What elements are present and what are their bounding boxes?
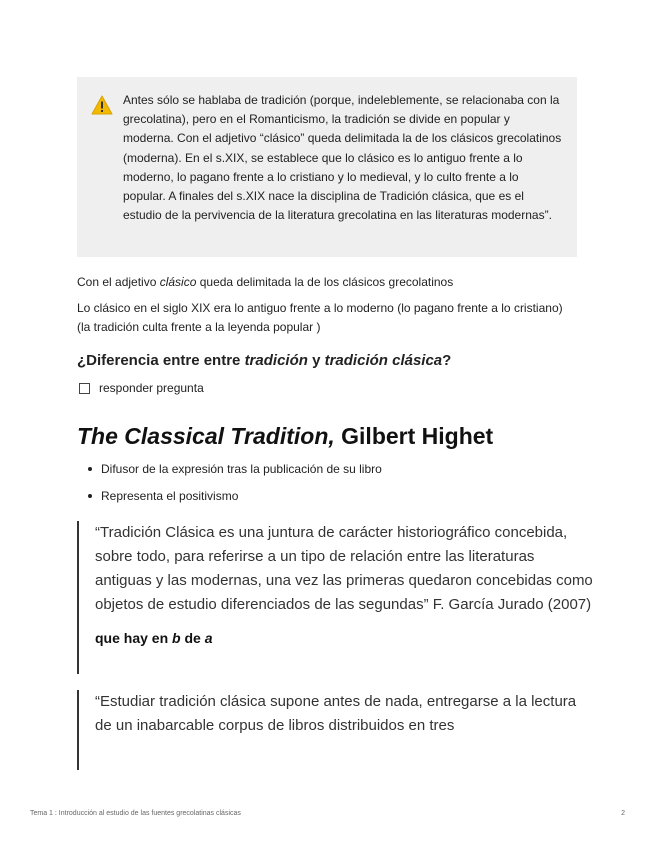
section-heading: The Classical Tradition, Gilbert Highet [77,423,494,449]
quote-text: “Tradición Clásica es una juntura de carácter historiográfico concebida, sobre todo, para referirse a un tipo de relación entre las literaturas antiguas y las modernas, una vez las primeras quedaron concebidas como objetos de estudio diferenciados de las segundas” F. García Jurado (2007) [95,524,593,613]
callout-text: Antes sólo se hablaba de tradición (porque, indeleblemente, se relacionaba con la grecolatina), pero en el Romanticismo, la tradición se divide en popular y moderna. Con el adjetivo “clásico” queda delimitada la de los clásicos grecolatinos (moderna). En el s.XIX, se establece que lo clásico es lo antiguo frente a lo moderno, lo pagano frente a lo cristiano y lo medieval, y lo culto frente a lo popular. A finales del s.XIX nace la disciplina de Tradición clásica, que es el estudio de la pervivencia de la literatura grecolatina en las literaturas modernas”. [123,93,562,223]
question-heading: ¿Diferencia entre entre tradición y tradición clásica? [77,352,452,369]
list-item: Representa el positivismo [77,487,382,505]
page-footer [30,810,625,817]
bullet-list [77,460,382,514]
footer-title: Tema 1 : Introducción al estudio de las fuentes grecolatinas clásicas [30,810,241,817]
list-item: Difusor de la expresión tras la publicación de su libro [77,460,382,478]
quote-text: “Estudiar tradición clásica supone antes de nada, entregarse a la lectura de un inabarcable corpus de libros distribuidos en tres [95,693,577,734]
warning-callout [77,77,577,257]
warning-icon [91,95,113,115]
blockquote-garcia-jurado [77,521,595,674]
paragraph-clasico: Con el adjetivo clásico queda delimitada la de los clásicos grecolatinos [77,275,454,289]
todo-checkbox[interactable] [79,383,90,394]
todo-label: responder pregunta [99,381,204,395]
paragraph-siglo-xix: Lo clásico en el siglo XIX era lo antiguo frente a lo moderno (lo pagano frente a lo cristiano) (la tradición culta frente a la leyenda popular ) [77,301,563,334]
page-number: 2 [621,810,625,817]
quote-subtext: que hay en b de a [95,630,213,646]
todo-item [79,381,204,395]
blockquote-estudiar [77,690,595,770]
